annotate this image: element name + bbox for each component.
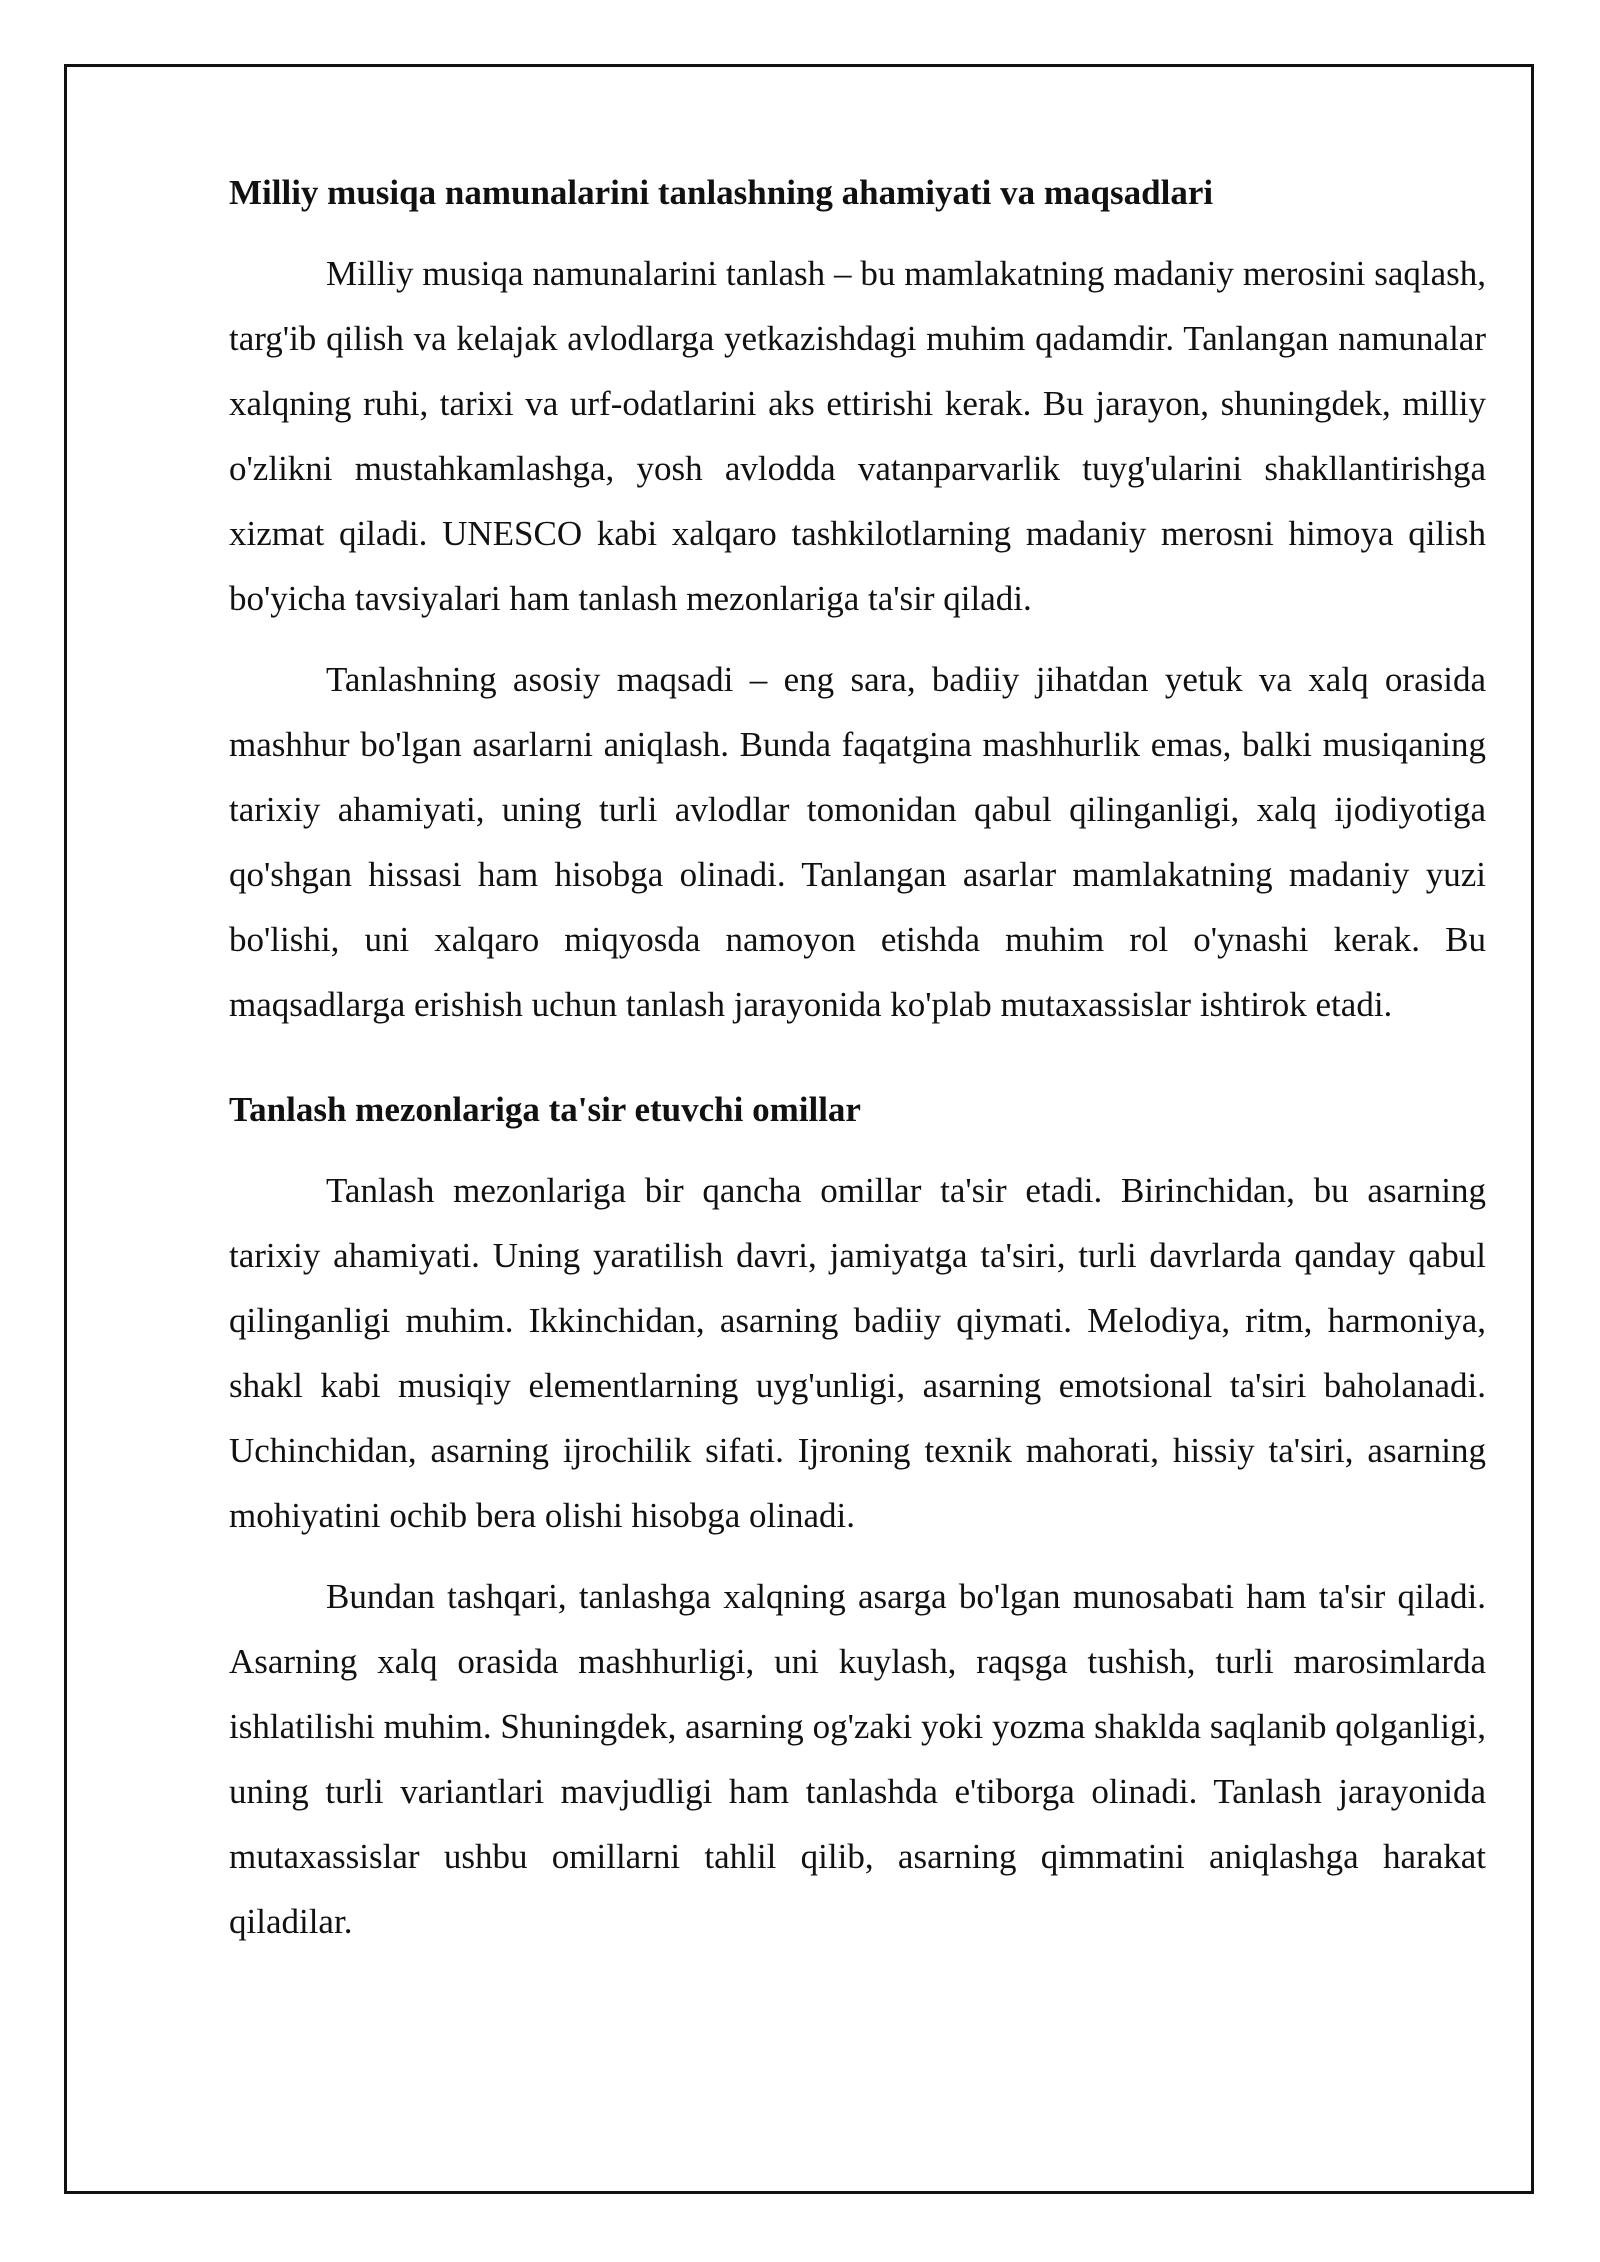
section-factors	[229, 1077, 1486, 1954]
paragraph: Tanlash mezonlariga bir qancha omillar ta'sir etadi. Birinchidan, bu asarning tarixiy ahamiyati. Uning yaratilish davri, jamiyatga ta'siri, turli davrlarda qanday qabul qilinganligi muhim. Ikkinchidan, asarning badiiy qiymati. Melodiya, ritm, harmoniya, shakl kabi musiqiy elementlarning uyg'unligi, asarning emotsional ta'siri baholanadi. Uchinchidan, asarning ijrochilik sifati. Ijroning texnik mahorati, hissiy ta'siri, asarning mohiyatini ochib bera olishi hisobga olinadi.	[229, 1171, 1486, 1535]
section-heading: Milliy musiqa namunalarini tanlashning ahamiyati va maqsadlari	[229, 173, 1214, 212]
document-body	[229, 160, 1486, 1970]
paragraph: Bundan tashqari, tanlashga xalqning asarga bo'lgan munosabati ham ta'sir qiladi. Asarning xalq orasida mashhurligi, uni kuylash, raqsga tushish, turli marosimlarda ishlatilishi muhim. Shuningdek, asarning og'zaki yoki yozma shaklda saqlanib qolganligi, uning turli variantlari mavjudligi ham tanlashda e'tiborga olinadi. Tanlash jarayonida mutaxassislar ushbu omillarni tahlil qilib, asarning qimmatini aniqlashga harakat qiladilar.	[229, 1577, 1486, 1941]
section-heading: Tanlash mezonlariga ta'sir etuvchi omillar	[229, 1090, 861, 1129]
paragraph: Tanlashning asosiy maqsadi – eng sara, badiiy jihatdan yetuk va xalq orasida mashhur bo'lgan asarlarni aniqlash. Bunda faqatgina mashhurlik emas, balki musiqaning tarixiy ahamiyati, uning turli avlodlar tomonidan qabul qilinganligi, xalq ijodiyotiga qo'shgan hissasi ham hisobga olinadi. Tanlangan asarlar mamlakatning madaniy yuzi bo'lishi, uni xalqaro miqyosda namoyon etishda muhim rol o'ynashi kerak. Bu maqsadlarga erishish uchun tanlash jarayonida ko'plab mutaxassislar ishtirok etadi.	[229, 660, 1486, 1024]
section-importance	[229, 160, 1486, 1037]
paragraph: Milliy musiqa namunalarini tanlash – bu mamlakatning madaniy merosini saqlash, targ'ib qilish va kelajak avlodlarga yetkazishdagi muhim qadamdir. Tanlangan namunalar xalqning ruhi, tarixi va urf-odatlarini aks ettirishi kerak. Bu jarayon, shuningdek, milliy o'zlikni mustahkamlashga, yosh avlodda vatanparvarlik tuyg'ularini shakllantirishga xizmat qiladi. UNESCO kabi xalqaro tashkilotlarning madaniy merosni himoya qilish bo'yicha tavsiyalari ham tanlash mezonlariga ta'sir qiladi.	[229, 254, 1486, 618]
